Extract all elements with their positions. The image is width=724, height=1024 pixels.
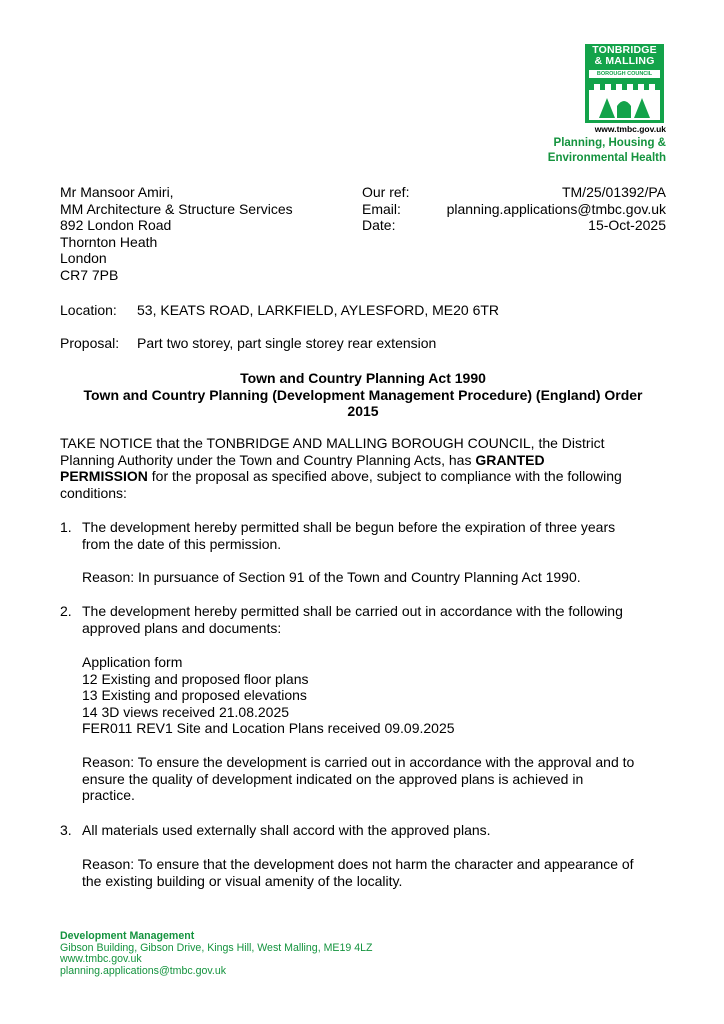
department-line2: Environmental Health — [547, 152, 666, 164]
condition-1-line1: The development hereby permitted shall be begun before the expiration of three years — [82, 519, 616, 535]
proposal-label: Proposal: — [60, 335, 120, 351]
reference-values — [447, 184, 666, 234]
address-postcode: CR7 7PB — [60, 266, 119, 283]
notice-line2 — [60, 452, 622, 469]
condition-2-reason-line1: Reason: To ensure the development is carried out in accordance with the approval and to — [82, 754, 635, 770]
heading-line1: Town and Country Planning Act 1990 — [240, 370, 486, 386]
condition-3-reason-line2: the existing building or visual amenity of the locality. — [82, 872, 403, 889]
recipient-address — [60, 184, 293, 284]
notice-paragraph — [60, 435, 622, 501]
footer-email-link[interactable]: planning.applications@tmbc.gov.uk — [60, 964, 227, 977]
date-label: Date: — [362, 217, 396, 234]
reference-labels — [362, 184, 409, 234]
recipient-name: Mr Mansoor Amiri, — [60, 184, 174, 200]
list-item: 13 Existing and proposed elevations — [82, 687, 307, 704]
footer-address: Gibson Building, Gibson Drive, Kings Hill, West Malling, ME19 4LZ — [60, 941, 373, 954]
condition-2-line2: approved plans and documents: — [82, 619, 282, 636]
condition-3-number: 3. — [60, 822, 72, 838]
our-ref-label: Our ref: — [362, 184, 410, 200]
legislation-heading — [60, 370, 666, 420]
logo-band — [589, 70, 660, 78]
condition-1-reason: Reason: In pursuance of Section 91 of the Town and Country Planning Act 1990. — [82, 569, 581, 585]
condition-2-text — [82, 603, 623, 636]
condition-1-line2: from the date of this permission. — [82, 535, 282, 552]
proposal-value: Part two storey, part single storey rear extension — [137, 335, 437, 351]
recipient-company: MM Architecture & Structure Services — [60, 200, 293, 217]
address-city: London — [60, 250, 107, 267]
condition-2-reason — [82, 754, 634, 804]
condition-2-line1: The development hereby permitted shall be carried out in accordance with the following — [82, 603, 623, 619]
condition-3-reason-line1: Reason: To ensure that the development does not harm the character and appearance of — [82, 856, 634, 872]
footer — [60, 931, 372, 977]
department-name — [548, 136, 666, 166]
castle-emblem-icon — [589, 84, 660, 120]
notice-line4: conditions: — [60, 484, 127, 501]
condition-1-number: 1. — [60, 519, 72, 535]
logo-line2: & MALLING — [594, 55, 655, 67]
condition-2-reason-line3: practice. — [82, 787, 135, 804]
notice-line3 — [60, 468, 622, 485]
location-value: 53, KEATS ROAD, LARKFIELD, AYLESFORD, ME20 6TR — [137, 302, 500, 318]
location-label: Location: — [60, 302, 117, 318]
date-value: 15-Oct-2025 — [588, 217, 666, 234]
address-street: 892 London Road — [60, 217, 172, 234]
email-label: Email: — [362, 200, 401, 217]
logo-title — [585, 45, 664, 67]
list-item: Application form — [82, 654, 183, 670]
heading-line3: 2015 — [347, 403, 379, 420]
notice-line1: TAKE NOTICE that the TONBRIDGE AND MALLING BOROUGH COUNCIL, the District — [60, 435, 605, 451]
condition-1-text — [82, 519, 615, 552]
logo-band-text: BOROUGH COUNCIL — [596, 71, 653, 77]
condition-2-reason-line2: ensure the quality of development indicated on the approved plans is achieved in — [82, 770, 584, 787]
council-logo — [585, 44, 664, 123]
condition-3-text: All materials used externally shall accord with the approved plans. — [82, 822, 491, 838]
email-value[interactable]: planning.applications@tmbc.gov.uk — [446, 200, 666, 217]
condition-2-number: 2. — [60, 603, 72, 619]
footer-website-link[interactable]: www.tmbc.gov.uk — [60, 953, 142, 966]
granted-text: GRANTED — [475, 451, 545, 468]
approved-documents-list — [82, 654, 455, 737]
permission-text: PERMISSION — [60, 468, 148, 485]
condition-3-reason — [82, 856, 634, 889]
heading-line2: Town and Country Planning (Development Management Procedure) (England) Order — [83, 386, 643, 403]
our-ref-value: TM/25/01392/PA — [561, 184, 666, 200]
department-line1: Planning, Housing & — [553, 137, 666, 149]
list-item: FER011 REV1 Site and Location Plans received 09.09.2025 — [82, 720, 455, 737]
header-website: www.tmbc.gov.uk — [594, 124, 666, 134]
logo-line1: TONBRIDGE — [592, 44, 657, 56]
notice-line2-text: Planning Authority under the Town and Country Planning Acts, has — [60, 451, 476, 468]
notice-line3-text: for the proposal as specified above, subject to compliance with the following — [147, 468, 622, 485]
list-item: 14 3D views received 21.08.2025 — [82, 703, 290, 720]
list-item: 12 Existing and proposed floor plans — [82, 670, 309, 687]
footer-title: Development Management — [60, 930, 195, 942]
address-area: Thornton Heath — [60, 233, 158, 250]
